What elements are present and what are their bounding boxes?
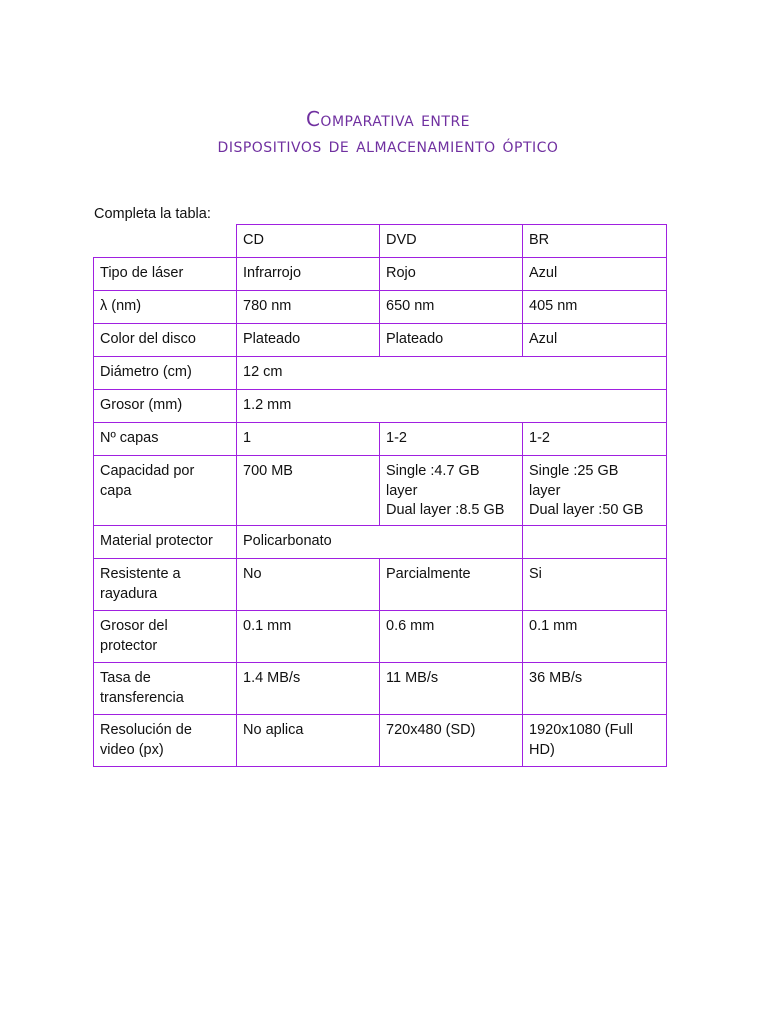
table-row: [94, 258, 667, 291]
cd-value-cell: [237, 291, 380, 324]
row-label-cell: [94, 611, 237, 663]
dvd-value-cell-line-1: 11 MB/s: [386, 670, 439, 686]
row-label-cell: [94, 663, 237, 715]
header-cell-empty: [94, 225, 237, 258]
cd-value-cell-line-1: No aplica: [243, 722, 304, 738]
row-label-cell: [94, 526, 237, 559]
row-label-cell: [94, 324, 237, 357]
br-value-cell: [523, 715, 667, 767]
cd-value-cell: [237, 258, 380, 291]
br-value-cell-line-1: 1-2: [529, 430, 550, 446]
cd-value-cell-line-1: 700 MB: [243, 463, 293, 479]
br-value-cell: [523, 324, 667, 357]
row-label-cell: [94, 357, 237, 390]
merged-value-cell-line-1: 12 cm: [243, 364, 283, 380]
cd-value-cell: [237, 423, 380, 456]
row-label-cell-line-2: video (px): [100, 741, 164, 758]
merged-value-cell: [237, 357, 667, 390]
br-value-cell: [523, 611, 667, 663]
br-value-cell-line-1: Si: [529, 566, 542, 582]
merged-value-cell: [237, 390, 667, 423]
br-value-cell: [523, 423, 667, 456]
document-title: [0, 106, 768, 158]
cd-value-cell-line-1: Infrarrojo: [243, 265, 302, 281]
cd-value-cell-line-1: 1: [243, 430, 252, 446]
cd-value-cell: [237, 663, 380, 715]
table-row: [94, 663, 667, 715]
dvd-value-cell-line-3: Dual layer :8.5 GB: [386, 502, 505, 518]
dvd-value-cell: [380, 324, 523, 357]
row-label-cell: [94, 291, 237, 324]
cd-value-cell: [237, 611, 380, 663]
row-label-cell-line-2: transferencia: [100, 689, 184, 706]
row-label-cell-line-1: Resistente a: [100, 566, 181, 582]
table-header-row: [94, 225, 667, 258]
cd-dvd-value-cell-line-1: Policarbonato: [243, 533, 332, 549]
row-label-cell: [94, 423, 237, 456]
br-value-cell-line-1: 405 nm: [529, 298, 578, 314]
br-value-cell-line-1: Single :25 GB: [529, 463, 619, 479]
table-row: [94, 611, 667, 663]
table-row: [94, 715, 667, 767]
dvd-value-cell-line-1: Single :4.7 GB: [386, 463, 480, 479]
row-label-cell-line-1: Diámetro (cm): [100, 364, 192, 380]
cd-value-cell: [237, 715, 380, 767]
br-value-cell-line-2: layer: [529, 482, 561, 499]
table-row: [94, 357, 667, 390]
dvd-value-cell-line-1: 0.6 mm: [386, 618, 435, 634]
row-label-cell-line-1: Nº capas: [100, 430, 159, 446]
dvd-value-cell-line-1: Plateado: [386, 331, 444, 347]
row-label-cell: [94, 258, 237, 291]
row-label-cell-line-1: Tipo de láser: [100, 265, 184, 281]
row-label-cell-line-1: Color del disco: [100, 331, 196, 347]
row-label-cell-line-1: Grosor (mm): [100, 397, 183, 413]
cd-dvd-value-cell: [237, 526, 523, 559]
dvd-value-cell: [380, 663, 523, 715]
table-row: [94, 559, 667, 611]
br-value-cell-line-1: 1920x1080 (Full: [529, 722, 633, 738]
br-value-cell: [523, 258, 667, 291]
intro-text: Completa la tabla:: [94, 206, 211, 222]
cd-value-cell: [237, 324, 380, 357]
dvd-value-cell-line-1: 650 nm: [386, 298, 435, 314]
comparison-table: [93, 224, 667, 767]
br-value-cell-line-1: Azul: [529, 265, 558, 281]
dvd-value-cell-line-1: Parcialmente: [386, 566, 471, 582]
header-cell-cd: CD: [237, 225, 380, 258]
dvd-value-cell: [380, 456, 523, 526]
table-row: [94, 526, 667, 559]
row-label-cell-line-1: Capacidad por: [100, 463, 195, 479]
br-value-cell-line-1: 36 MB/s: [529, 670, 583, 686]
dvd-value-cell: [380, 423, 523, 456]
title-line-2: dispositivos de almacenamiento óptico: [217, 133, 559, 157]
table-body: [94, 225, 667, 767]
row-label-cell-line-1: λ (nm): [100, 298, 142, 314]
merged-value-cell-line-1: 1.2 mm: [243, 397, 292, 413]
dvd-value-cell: [380, 258, 523, 291]
br-value-cell: [523, 456, 667, 526]
table-row: [94, 291, 667, 324]
row-label-cell-line-2: protector: [100, 637, 158, 654]
row-label-cell: [94, 559, 237, 611]
title-line-1: Comparativa entre: [305, 107, 471, 131]
header-cell-dvd: DVD: [380, 225, 523, 258]
row-label-cell-line-1: Tasa de: [100, 670, 151, 686]
dvd-value-cell: [380, 291, 523, 324]
row-label-cell-line-2: capa: [100, 482, 132, 499]
br-value-cell-line-1: Azul: [529, 331, 558, 347]
br-value-cell: [523, 559, 667, 611]
table-row: [94, 456, 667, 526]
row-label-cell: [94, 456, 237, 526]
br-value-cell: [523, 526, 667, 559]
table-row: [94, 390, 667, 423]
table-row: [94, 324, 667, 357]
row-label-cell-line-1: Resolución de: [100, 722, 192, 738]
br-value-cell: [523, 291, 667, 324]
row-label-cell: [94, 715, 237, 767]
cd-value-cell: [237, 456, 380, 526]
dvd-value-cell-line-2: layer: [386, 482, 418, 499]
dvd-value-cell: [380, 559, 523, 611]
header-cell-br: BR: [523, 225, 667, 258]
dvd-value-cell-line-1: Rojo: [386, 265, 416, 281]
br-value-cell-line-1: 0.1 mm: [529, 618, 578, 634]
cd-value-cell-line-1: 780 nm: [243, 298, 292, 314]
cd-value-cell-line-1: Plateado: [243, 331, 301, 347]
table-row: [94, 423, 667, 456]
br-value-cell-line-3: Dual layer :50 GB: [529, 502, 644, 518]
row-label-cell-line-1: Grosor del: [100, 618, 168, 634]
row-label-cell: [94, 390, 237, 423]
cd-value-cell-line-1: No: [243, 566, 262, 582]
dvd-value-cell-line-1: 720x480 (SD): [386, 722, 476, 738]
row-label-cell-line-1: Material protector: [100, 533, 213, 549]
dvd-value-cell: [380, 611, 523, 663]
br-value-cell: [523, 663, 667, 715]
cd-value-cell-line-1: 0.1 mm: [243, 618, 292, 634]
cd-value-cell-line-1: 1.4 MB/s: [243, 670, 301, 686]
br-value-cell-line-2: HD): [529, 741, 555, 758]
row-label-cell-line-2: rayadura: [100, 585, 158, 602]
cd-value-cell: [237, 559, 380, 611]
dvd-value-cell-line-1: 1-2: [386, 430, 407, 446]
dvd-value-cell: [380, 715, 523, 767]
